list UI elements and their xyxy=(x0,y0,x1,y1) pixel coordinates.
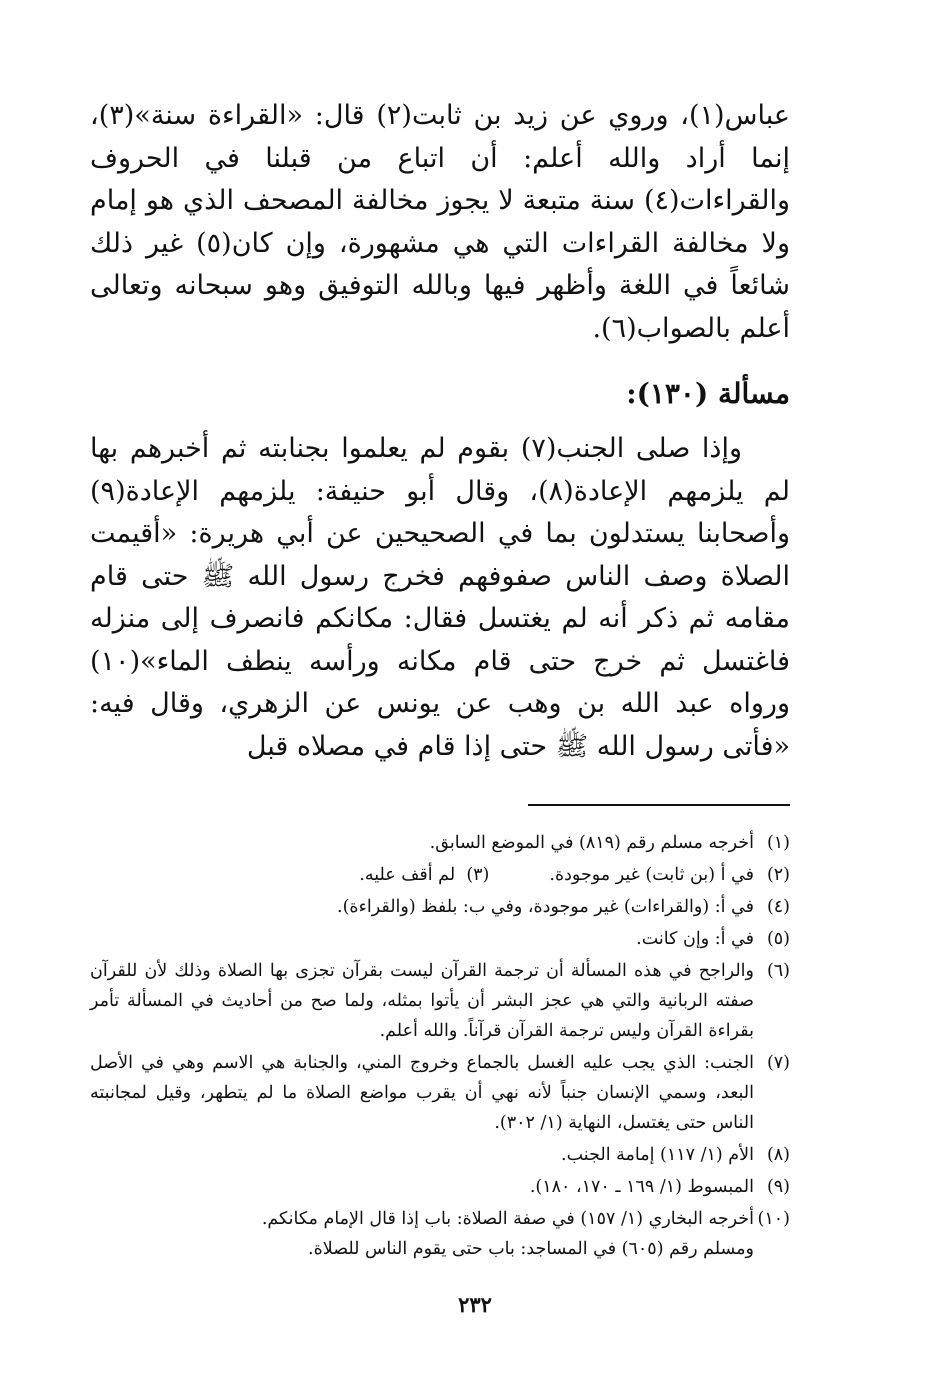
footnotes xyxy=(90,828,790,1264)
footnote-text-continued: ومسلم رقم (٦٠٥) في المساجد: باب حتى يقوم الناس للصلاة. xyxy=(308,1239,754,1259)
footnote-4 xyxy=(90,892,790,922)
footnote-text: لم أقف عليه. xyxy=(359,865,456,885)
paragraph-2: وإذا صلى الجنب(٧) بقوم لم يعلموا بجنابته ثم أخبرهم بها لم يلزمهم الإعادة(٨)، وقال أبو حنيفة: يلزمهم الإعادة(٩) وأصحابنا يستدلون بما في الصحيحين عن أبي هريرة: «أقيمت الصلاة وصف الناس صفوفهم فخرج رسول الله ﷺ حتى قام مقامه ثم ذكر أنه لم يغتسل فقال: مكانكم فانصرف إلى منزله فاغتسل ثم خرج حتى قام مكانه ورأسه ينطف الماء»(١٠) ورواه عبد الله بن وهب عن يونس عن الزهري، وقال فيه: «فأتى رسول الله ﷺ حتى إذا قام في مصلاه قبل xyxy=(90,433,790,762)
footnote-number: (٤) xyxy=(766,897,790,917)
footnote-text-block xyxy=(90,1204,754,1264)
footnote-7 xyxy=(90,1048,790,1138)
footnote-5 xyxy=(90,924,790,954)
footnote-number: (٨) xyxy=(766,1145,790,1165)
section-heading: مسألة (١٣٠): xyxy=(626,377,790,410)
footnote-text: أخرجه مسلم رقم (٨١٩) في الموضع السابق. xyxy=(429,833,754,853)
footnote-text: أخرجه البخاري (١/ ١٥٧) في صفة الصلاة: باب إذا قال الإمام مكانكم. xyxy=(261,1209,754,1229)
footnote-text: المبسوط (١/ ١٦٩ ـ ١٧٠، ١٨٠). xyxy=(529,1177,754,1197)
footnote-text: في أ: وإن كانت. xyxy=(636,929,754,949)
paragraph-1: عباس(١)، وروي عن زيد بن ثابت(٢) قال: «القراءة سنة»(٣)، إنما أراد والله أعلم: أن اتباع من قبلنا في الحروف والقراءات(٤) سنة متبعة لا يجوز مخالفة المصحف الذي هو إمام ولا مخالفة القراءات التي هي مشهورة، وإن كان(٥) غير ذلك شائعاً في اللغة وأظهر فيها وبالله التوفيق وهو سبحانه وتعالى أعلم بالصواب(٦). xyxy=(90,100,790,344)
footnote-text: الأم (١/ ١١٧) إمامة الجنب. xyxy=(561,1145,754,1165)
footnote-number: (١٠) xyxy=(757,1209,790,1229)
footnote-number: (٧) xyxy=(766,1053,790,1073)
footnote-text: الجنب: الذي يجب عليه الغسل بالجماع وخروج المني، والجنابة هي الاسم وهي في الأصل البعد، وسمي الإنسان جنباً لأنه نهي أن يقرب مواضع الصلاة ما لم يتطهر، وقيل لمجانبته الناس حتى يغتسل، النهاية (١/ ٣٠٢). xyxy=(90,1053,754,1133)
footnote-9 xyxy=(90,1172,790,1202)
footnote-number: (٦) xyxy=(766,961,790,981)
footnote-number: (٩) xyxy=(766,1177,790,1197)
footnote-number: (١) xyxy=(766,833,790,853)
footnote-text: والراجح في هذه المسألة أن ترجمة القرآن ليست بقرآن تجزى بها الصلاة وذلك لأن للقرآن صفته الربانية والتي هي عجز البشر أن يأتوا بمثله، ولما صح من أحاديث في المسألة تأمر بقراءة القرآن وليس ترجمة القرآن قرآناً. والله أعلم. xyxy=(90,961,754,1041)
page-number: ٢٣٢ xyxy=(458,1292,492,1317)
footnote-2-3 xyxy=(90,860,790,890)
page-content xyxy=(90,95,790,1266)
footnote-number: (٥) xyxy=(766,929,790,949)
footnote-8 xyxy=(90,1140,790,1170)
footnote-divider xyxy=(528,804,790,806)
footnote-10 xyxy=(90,1204,790,1264)
footnote-text: في أ: (والقراءات) غير موجودة، وفي ب: بلفظ (والقراءة). xyxy=(337,897,754,917)
footnote-number: (٢) xyxy=(766,865,790,885)
footnote-6 xyxy=(90,956,790,1046)
footnote-text: في أ (بن ثابت) غير موجودة. xyxy=(549,865,754,885)
footnote-number: (٣) xyxy=(466,865,490,885)
footnote-1 xyxy=(90,828,790,858)
main-text xyxy=(90,95,790,768)
footnote-text-pair xyxy=(90,860,754,890)
